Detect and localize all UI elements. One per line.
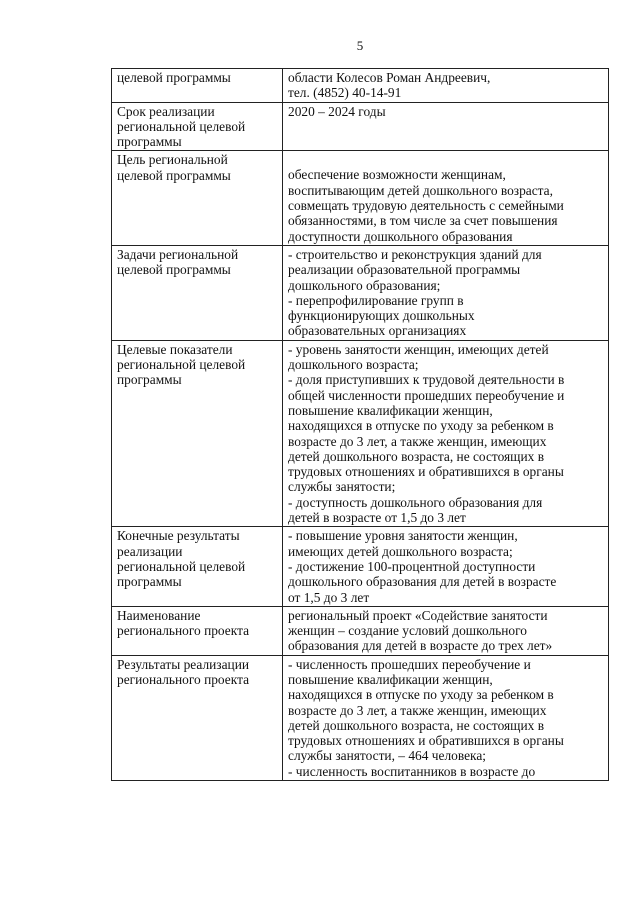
row-label-line: целевой программы	[117, 167, 231, 183]
row-value-line: образования для детей в возрасте до трех лет»	[288, 638, 553, 654]
row-value-line: трудовых отношениях и обратившихся в органы	[288, 733, 564, 749]
row-value-line: обеспечение возможности женщинам,	[288, 167, 506, 183]
row-label-line: Срок реализации	[117, 103, 215, 119]
row-value-line: воспитывающим детей дошкольного возраста,	[288, 182, 553, 198]
row-value-line: региональный проект «Содействие занятости	[288, 607, 548, 623]
row-value-line: детей в возрасте от 1,5 до 3 лет	[288, 510, 466, 526]
row-value-line: тел. (4852) 40-14-91	[288, 85, 402, 101]
row-value-line: обязанностями, в том числе за счет повышения	[288, 213, 558, 229]
row-value-line: детей дошкольного возраста, не состоящих в	[288, 717, 545, 733]
row-value-line: образовательных организациях	[288, 323, 467, 339]
row-label-line: региональной целевой	[117, 118, 246, 134]
table-row	[112, 102, 609, 151]
row-value-cell	[283, 245, 609, 340]
row-value-line: - уровень занятости женщин, имеющих детей	[288, 341, 549, 357]
row-value-line: от 1,5 до 3 лет	[288, 589, 370, 605]
row-label-cell	[112, 69, 283, 103]
row-value-line: совмещать трудовую деятельность с семейными	[288, 198, 564, 214]
row-value-line: повышение квалификации женщин,	[288, 402, 493, 418]
row-value-line: трудовых отношениях и обратившихся в органы	[288, 464, 564, 480]
row-value-line: - перепрофилирование групп в	[288, 292, 464, 308]
row-value-line: - численность воспитанников в возрасте до	[288, 763, 536, 779]
row-value-line: дошкольного образования;	[288, 277, 441, 293]
row-value-cell	[283, 69, 609, 103]
row-label-cell	[112, 340, 283, 527]
row-label-line: региональной целевой	[117, 357, 246, 373]
row-value-line: службы занятости;	[288, 479, 396, 495]
row-value-line: - повышение уровня занятости женщин,	[288, 528, 518, 544]
table-row	[112, 527, 609, 606]
row-value-cell	[283, 527, 609, 606]
row-label-line: программы	[117, 134, 182, 150]
row-value-line: функционирующих дошкольных	[288, 308, 475, 324]
row-value-line: находящихся в отпуске по уходу за ребенком в	[288, 687, 554, 703]
row-label-line: регионального проекта	[117, 623, 250, 639]
table-row	[112, 151, 609, 245]
row-label-line: Целевые показатели	[117, 341, 233, 357]
row-label-line: регионального проекта	[117, 671, 250, 687]
row-value-line: реализации образовательной программы	[288, 262, 521, 278]
table-row	[112, 245, 609, 340]
row-label-line: Конечные результаты	[117, 528, 240, 544]
row-value-line: находящихся в отпуске по уходу за ребенком в	[288, 418, 554, 434]
row-value-cell	[283, 340, 609, 527]
row-value-line: 2020 – 2024 годы	[288, 103, 386, 119]
row-value-cell	[283, 102, 609, 151]
table-row	[112, 69, 609, 103]
row-label-cell	[112, 151, 283, 245]
row-label-line: целевой программы	[117, 262, 231, 278]
row-value-cell	[283, 655, 609, 780]
row-value-line: дошкольного возраста;	[288, 357, 419, 373]
row-value-cell	[283, 606, 609, 655]
row-value-line: женщин – создание условий дошкольного	[288, 623, 527, 639]
table-row	[112, 655, 609, 780]
row-label-cell	[112, 655, 283, 780]
row-label-line: Цель региональной	[117, 152, 228, 168]
row-value-line: - строительство и реконструкция зданий для	[288, 246, 542, 262]
row-value-line: повышение квалификации женщин,	[288, 671, 493, 687]
row-value-line: - доступность дошкольного образования для	[288, 494, 543, 510]
row-label-cell	[112, 245, 283, 340]
row-label-line: Результаты реализации	[117, 656, 250, 672]
row-value-line: общей численности прошедших переобучение и	[288, 387, 565, 403]
table-row	[112, 606, 609, 655]
row-value-line: имеющих детей дошкольного возраста;	[288, 543, 513, 559]
row-value-line: - доля приступивших к трудовой деятельности в	[288, 372, 565, 388]
row-label-line: реализации	[117, 543, 183, 559]
passport-table-body	[112, 69, 609, 781]
row-label-cell	[112, 606, 283, 655]
row-value-line: детей дошкольного возраста, не состоящих в	[288, 448, 545, 464]
row-value-cell	[283, 151, 609, 245]
row-value-line: доступности дошкольного образования	[288, 228, 513, 244]
table-row	[112, 340, 609, 527]
row-value-line: - достижение 100-процентной доступности	[288, 558, 536, 574]
row-value-line: службы занятости, – 464 человека;	[288, 748, 486, 764]
program-passport-table	[111, 68, 609, 781]
row-label-cell	[112, 527, 283, 606]
page-number: 5	[356, 38, 364, 53]
row-label-line: целевой программы	[117, 70, 231, 85]
row-label-cell	[112, 102, 283, 151]
row-label-line: Наименование	[117, 607, 201, 623]
row-label-line: программы	[117, 372, 182, 388]
row-label-line: программы	[117, 574, 182, 590]
row-value-line: - численность прошедших переобучение и	[288, 656, 531, 672]
row-label-line: Задачи региональной	[117, 246, 239, 262]
row-value-line: возрасте до 3 лет, а также женщин, имеющих	[288, 702, 547, 718]
row-value-line: возрасте до 3 лет, а также женщин, имеющих	[288, 433, 547, 449]
row-value-line: области Колесов Роман Андреевич,	[288, 70, 491, 85]
row-label-line: региональной целевой	[117, 558, 246, 574]
row-value-line: дошкольного образования для детей в возрасте	[288, 574, 557, 590]
